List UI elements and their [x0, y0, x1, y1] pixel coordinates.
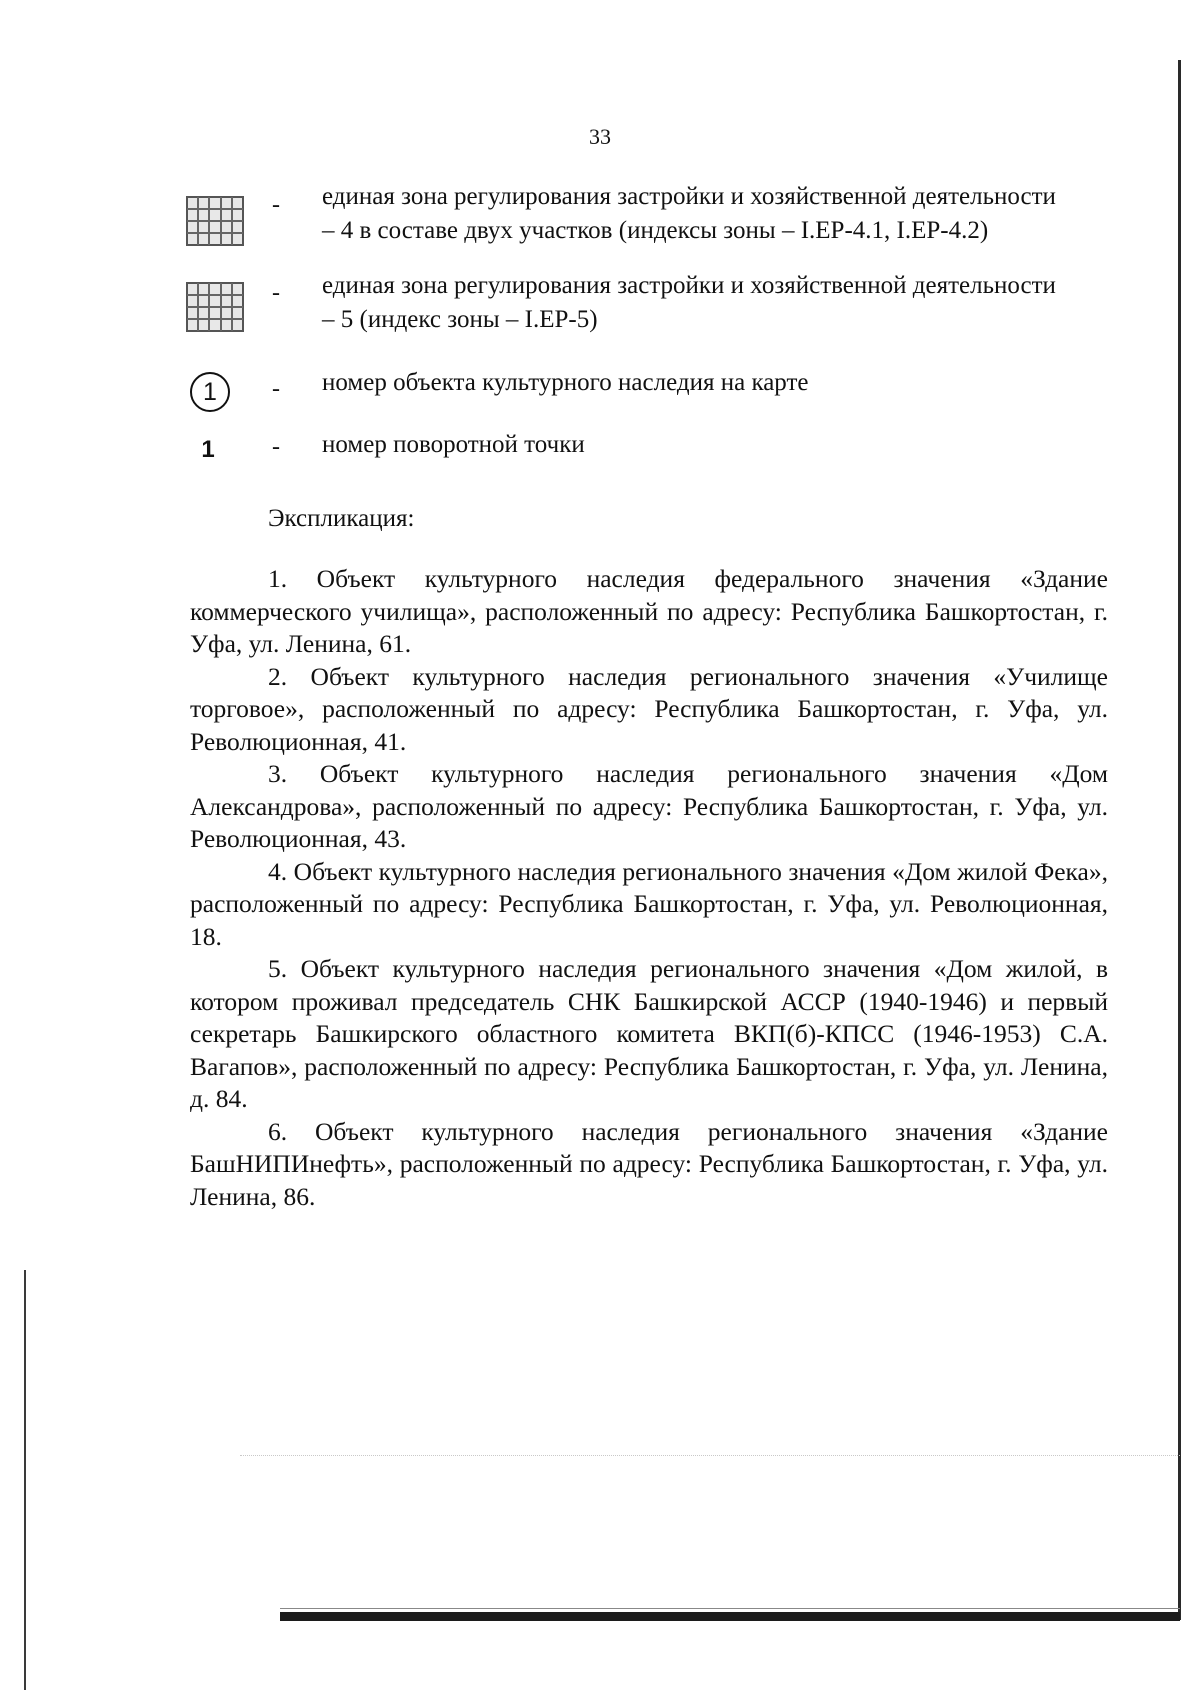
legend-text: номер поворотной точки — [322, 431, 585, 458]
page-number: 33 — [589, 124, 611, 149]
explication-item: 6. Объект культурного наследия регионального значения «Здание БашНИПИнефть», расположенный по адресу: Республика Башкортостан, г. Уфа, ул. Ленина, 86. — [190, 1116, 1108, 1211]
explication-item: 1. Объект культурного наследия федерального значения «Здание коммерческого училища», расположенный по адресу: Республика Башкортостан, г. Уфа, ул. Ленина, 61. — [190, 564, 1108, 658]
explication-title: Экспликация: — [268, 505, 415, 532]
explication-list — [190, 563, 1108, 1213]
point-number: 1 — [201, 436, 215, 463]
legend-text: номер объекта культурного наследия на карте — [322, 369, 809, 396]
scan-edge-bottom — [280, 1612, 1180, 1621]
scan-dotted-line — [240, 1455, 1180, 1456]
scan-edge-right — [1178, 60, 1181, 1620]
legend-dash: - — [272, 192, 280, 218]
explication-item: 4. Объект культурного наследия регионального значения «Дом жилой Фека», расположенный по адресу: Республика Башкортостан, г. Уфа, ул. Революционная, 18. — [190, 856, 1108, 951]
legend-dash: - — [272, 376, 280, 402]
scan-edge-left — [24, 1270, 26, 1690]
legend-dash: - — [272, 434, 280, 460]
grid-icon — [186, 282, 244, 332]
circle-number-icon: 1 — [190, 372, 230, 412]
explication-item: 5. Объект культурного наследия регионального значения «Дом жилой, в котором проживал председатель СНК Башкирской АССР (1940-1946) и первый секретарь Башкирского областного комитета ВКП(б)-КПСС (1946-1953) С.А. Вагапов», расположенный по адресу: Республика Башкортостан, г. Уфа, ул. Ленина, д. 84. — [190, 954, 1108, 1113]
legend-text: единая зона регулирования застройки и хозяйственной деятельности – 4 в составе двух участков (индексы зоны – I.ЕР-4.1, I.ЕР-4.2) — [322, 183, 1056, 244]
scan-edge-bottom-thin — [280, 1608, 1180, 1609]
legend-text: единая зона регулирования застройки и хозяйственной деятельности – 5 (индекс зоны – I.ЕР-5) — [322, 272, 1056, 333]
explication-item: 3. Объект культурного наследия регионального значения «Дом Александрова», расположенный по адресу: Республика Башкортостан, г. Уфа, ул. Революционная, 43. — [190, 759, 1108, 853]
legend-dash: - — [272, 280, 280, 306]
grid-icon — [186, 196, 244, 246]
explication-item: 2. Объект культурного наследия регионального значения «Училище торговое», расположенный по адресу: Республика Башкортостан, г. Уфа, ул. Революционная, 41. — [190, 661, 1108, 756]
